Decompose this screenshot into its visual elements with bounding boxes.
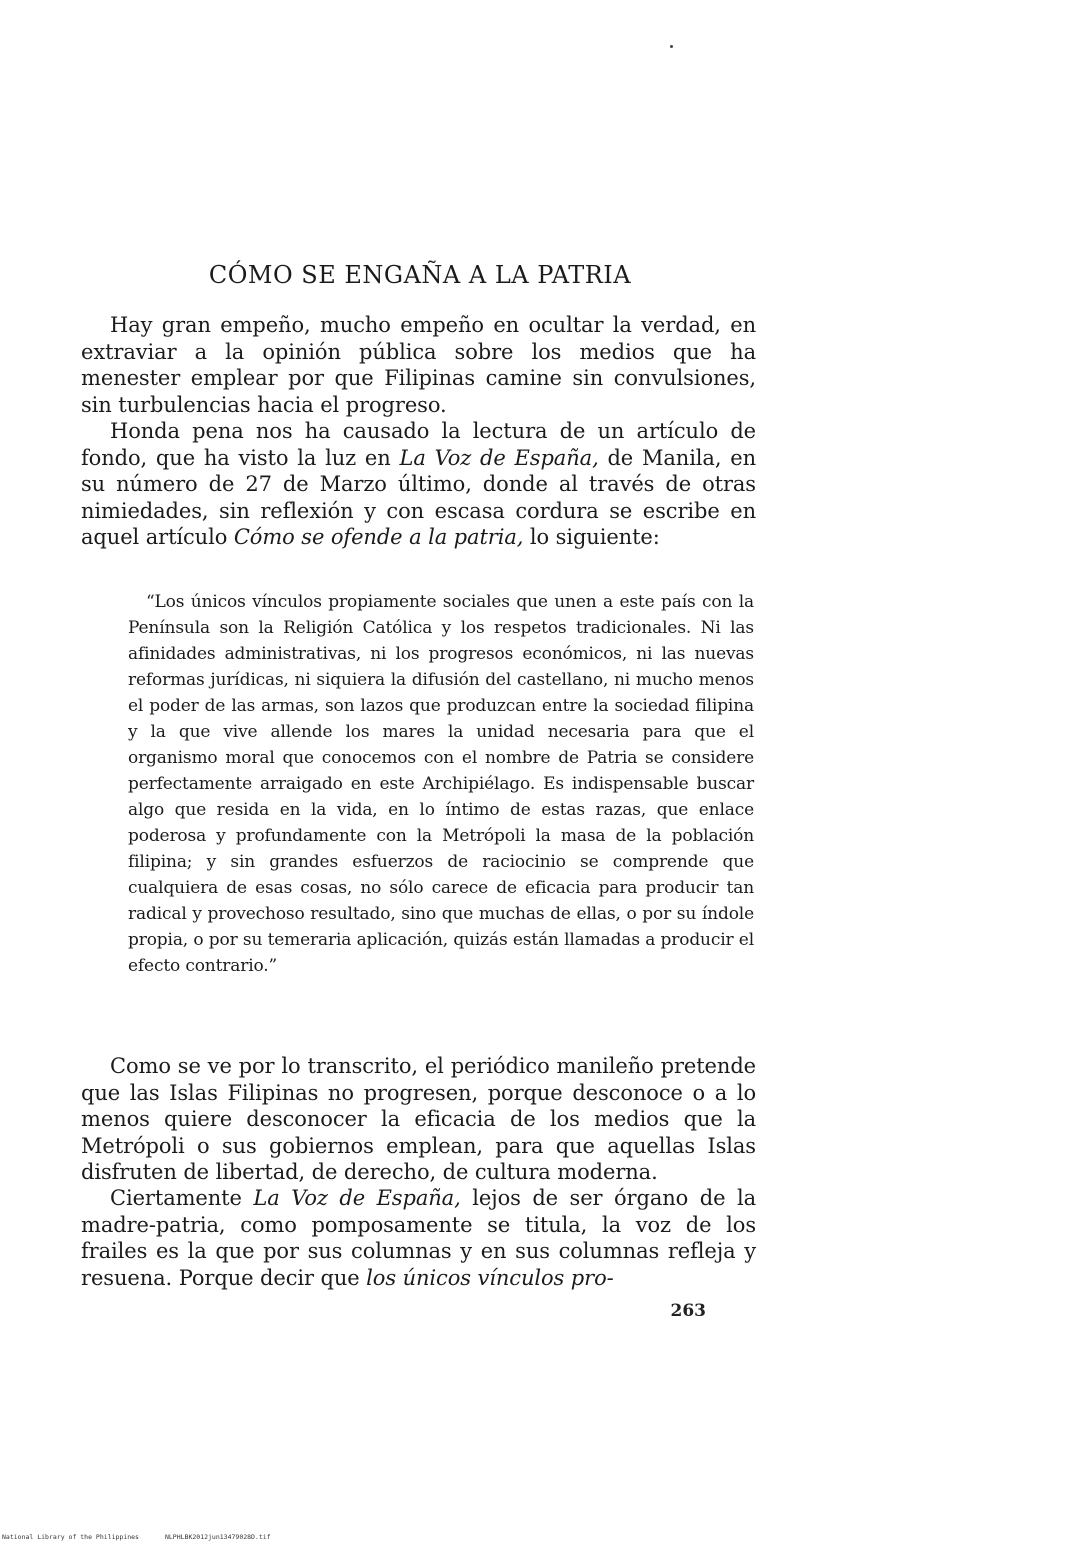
paragraph-4-text-a: Ciertamente xyxy=(110,1186,254,1210)
paragraph-4-text-c: lejos de ser órgano de la madre-patria, como pomposamente se titula, la voz de los frailes es la que por sus columnas y en sus columnas refleja y resuena. Porque decir que xyxy=(81,1186,756,1290)
paragraph-2-text-a: Honda pena nos ha causado la lectura de un artículo de fondo, que ha visto la luz en xyxy=(81,419,756,470)
paragraph-2-text-e: lo siguiente: xyxy=(523,525,660,549)
article-title: CÓMO SE ENGAÑA A LA PATRIA xyxy=(208,261,632,289)
quoted-phrase-italic: los únicos vínculos pro- xyxy=(366,1265,614,1290)
library-credit: National Library of the Philippines xyxy=(2,1533,139,1541)
paragraph-3: Como se ve por lo transcrito, el periódico manileño pretende que las Islas Filipinas no progresen, porque desconoce o a lo menos quiere desconocer la eficacia de los medios que la Metrópoli o sus gobiernos emplean, para que aquellas Islas disfruten de libertad, de derecho, de cultura moderna. xyxy=(81,1054,756,1184)
article-title-italic: Cómo se ofende a la patria, xyxy=(233,525,524,549)
paragraph-2-text-c: de Manila, en su número de 27 de Marzo último, donde al través de otras nimiedades, sin reflexión y con escasa cordura se escribe en aquel artículo xyxy=(81,445,756,549)
file-name: NLPHLBK2012jun13479028D.tif xyxy=(164,1533,271,1541)
paragraph-1: Hay gran empeño, mucho empeño en ocultar la verdad, en extraviar a la opinión pública sobre los medios que ha menester emplear por que Filipinas camine sin convulsiones, sin turbulencias hacia el progreso. xyxy=(81,313,756,417)
scan-footer xyxy=(2,1533,302,1541)
page-number: 263 xyxy=(670,1301,706,1321)
paragraph-2 xyxy=(81,418,756,551)
paragraph-4 xyxy=(81,1185,756,1291)
newspaper-title-italic: La Voz de España, xyxy=(253,1186,461,1210)
newspaper-title-italic: La Voz de España, xyxy=(399,445,599,470)
scan-speck xyxy=(670,45,673,48)
block-quote: “Los únicos vínculos propiamente sociales que unen a este país con la Península son la Religión Católica y los respetos tradicionales. Ni las afinidades administrativas, ni los progresos económicos, ni las nuevas reformas jurídicas, ni siquiera la difusión del castellano, ni mucho menos el poder de las armas, son lazos que produzcan entre la sociedad filipina y la que vive allende los mares la unidad necesaria para que el organismo moral que conocemos con el nombre de Patria se considere perfectamente arraigado en este Archipiélago. Es indispensable buscar algo que resida en la vida, en lo íntimo de estas razas, que enlace poderosa y profundamente con la Metrópoli la masa de la población filipina; y sin grandes esfuerzos de raciocinio se comprende que cualquiera de esas cosas, no sólo carece de eficacia para producir tan radical y provechoso resultado, sino que muchas de ellas, o por su índole propia, o por su temeraria aplicación, quizás están llamadas a producir el efecto contrario.” xyxy=(128,592,754,976)
